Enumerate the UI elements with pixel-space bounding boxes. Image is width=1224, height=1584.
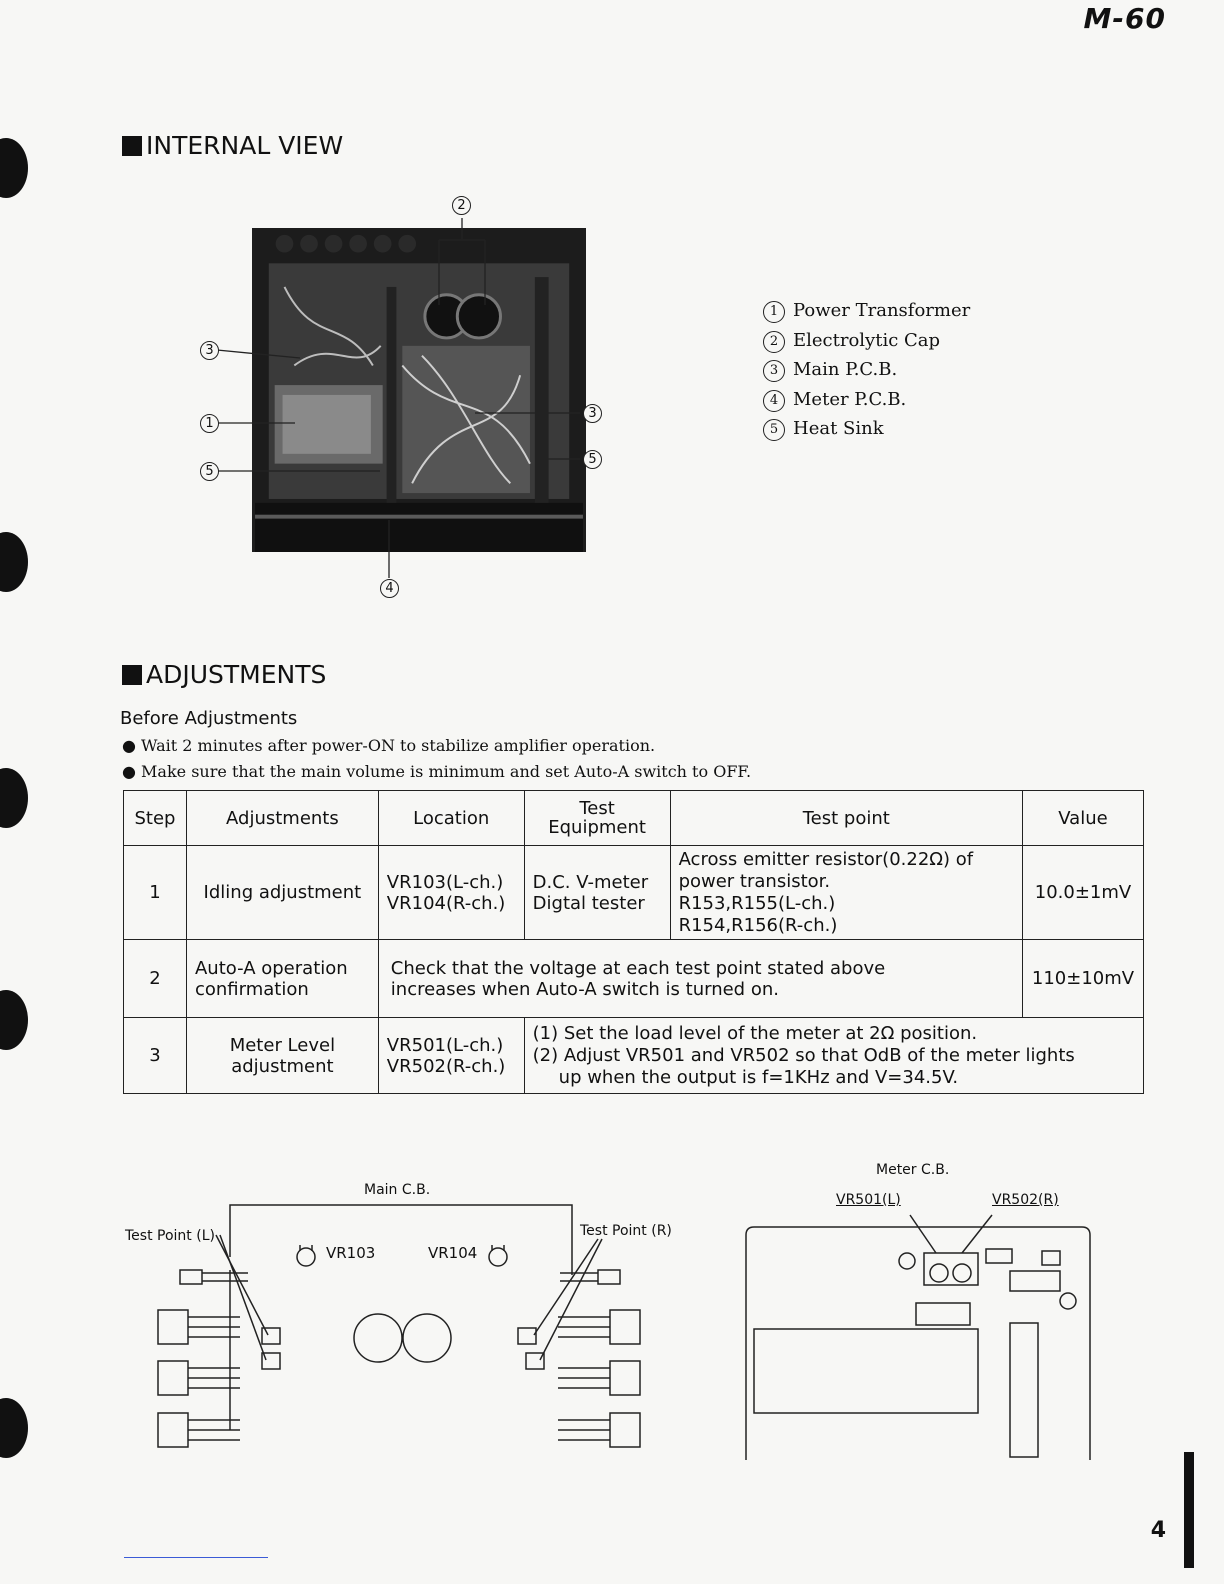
cell-step: 2 [124,940,187,1018]
bullet-item: ● Wait 2 minutes after power-ON to stabilize amplifier operation. [122,736,656,755]
cell-step: 3 [124,1018,187,1094]
adjustments-table [123,790,1144,1094]
header-adjustments: Adjustments [186,791,378,846]
legend-item: 1 Power Transformer [763,296,970,326]
meter-cb-diagram [740,1205,1100,1465]
cell-test-point: Across emitter resistor(0.22Ω) of power transistor. R153,R155(L-ch.) R154,R156(R-ch.) [670,846,1022,940]
callout-3: 3 [200,341,219,360]
page-number: 4 [1150,1518,1166,1543]
cell-value: 10.0±1mV [1022,846,1143,940]
photo-callouts [195,190,615,610]
before-adjustments-heading: Before Adjustments [120,708,298,729]
internal-view-legend [763,296,970,444]
cell-location: VR103(L-ch.) VR104(R-ch.) [378,846,524,940]
callout-4: 4 [380,579,399,598]
punch-hole [0,532,28,592]
callout-3: 3 [583,404,602,423]
table-row [124,940,1144,1018]
cell-location: VR501(L-ch.) VR502(R-ch.) [378,1018,524,1094]
test-point-left-label: Test Point (L) [125,1228,215,1244]
header-value: Value [1022,791,1143,846]
cell-equipment: D.C. V-meter Digtal tester [524,846,670,940]
header-step: Step [124,791,187,846]
internal-view-title: INTERNAL VIEW [122,131,343,160]
punch-hole [0,1398,28,1458]
bullet-item: ● Make sure that the main volume is minimum and set Auto-A switch to OFF. [122,762,752,781]
legend-item: 2 Electrolytic Cap [763,326,970,356]
header-test-point: Test point [670,791,1022,846]
model-number: M-60 [1083,2,1166,35]
callout-5: 5 [583,450,602,469]
table-row [124,846,1144,940]
divider [124,1557,268,1558]
section-square-icon [122,665,142,685]
test-point-right-label: Test Point (R) [580,1223,672,1239]
legend-item: 3 Main P.C.B. [763,355,970,385]
cell-adjustment: Meter Level adjustment [186,1018,378,1094]
header-location: Location [378,791,524,846]
adjustments-title: ADJUSTMENTS [122,660,326,689]
callout-5: 5 [200,462,219,481]
header-equipment: Test Equipment [524,791,670,846]
vr502-label: VR502(R) [992,1192,1059,1208]
callout-2: 2 [452,196,471,215]
table-row [124,1018,1144,1094]
cell-adjustment: Idling adjustment [186,846,378,940]
punch-hole [0,768,28,828]
legend-item: 5 Heat Sink [763,414,970,444]
punch-hole [0,990,28,1050]
callout-1: 1 [200,414,219,433]
cell-adjustment: Auto-A operation confirmation [186,940,378,1018]
vr103-label: VR103 [326,1244,376,1262]
legend-item: 4 Meter P.C.B. [763,385,970,415]
table-header-row [124,791,1144,846]
edge-bar [1184,1452,1194,1568]
vr501-label: VR501(L) [836,1192,901,1208]
main-cb-diagram [140,1195,680,1455]
cell-description: (1) Set the load level of the meter at 2Ω position. (2) Adjust VR501 and VR502 so that OdB of the meter lights up when the output is f=1KHz and V=34.5V. [524,1018,1143,1094]
main-cb-title: Main C.B. [364,1182,431,1198]
cell-step: 1 [124,846,187,940]
cell-value: 110±10mV [1022,940,1143,1018]
section-square-icon [122,136,142,156]
meter-cb-title: Meter C.B. [876,1162,950,1178]
punch-hole [0,138,28,198]
cell-description: Check that the voltage at each test point stated above increases when Auto-A switch is turned on. [378,940,1022,1018]
vr104-label: VR104 [428,1244,478,1262]
